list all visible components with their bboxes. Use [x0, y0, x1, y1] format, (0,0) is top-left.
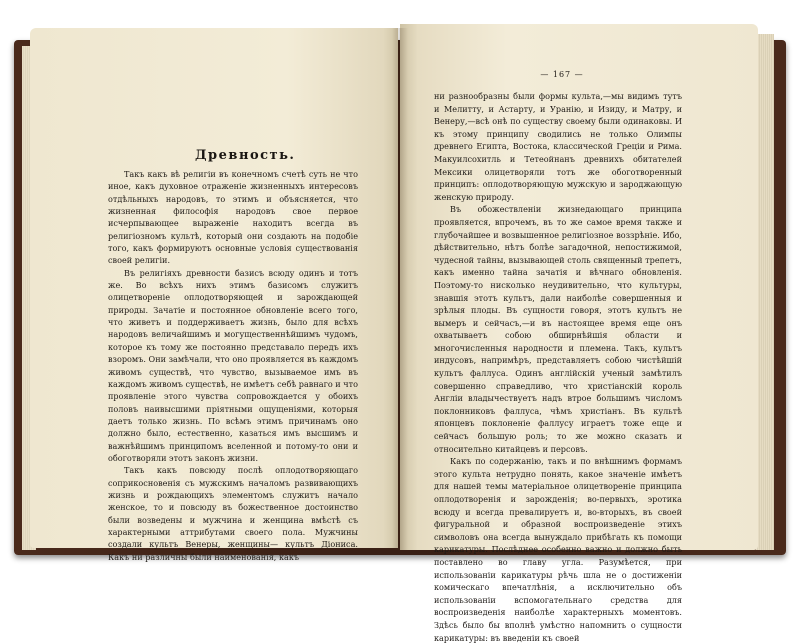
- right-page-edges: [756, 34, 774, 550]
- left-page-text: [108, 168, 358, 563]
- left-paragraph: Такъ какъ повсюду послѣ оплодотворяющаго соприкосновенія съ мужскимъ началомъ развивающихъ жизнь и рождающихъ элементомъ служитъ начало женское, то и повсюду въ божественное достоинство были возведены и мужчина и женщина вмѣстѣ съ характерными аттрибутами своего пола. Мужчины создали культъ Венеры, женщины— культъ Діониса. Какъ ни различны были наименованія, какъ: [108, 465, 358, 562]
- right-paragraph: ни разнообразны были формы культа,—мы видимъ тутъ и Мелитту, и Астарту, и Уранію, и Изиду, и Матру, и Венеру,—всѣ онѣ по существу своему были одинаковы. И къ этому принципу сводились не только Олимпы древнего Египта, Востока, классической Греціи и Рима. Макуилсохитль и Тетеойнанъ древнихъ обитателей Мексики олицетворяли тотъ же обоготворенный принципъ: оплодотворяющую мужскую и зароджающую женскую природу.: [434, 91, 682, 202]
- left-paragraph: Въ религіяхъ древности базисъ всюду одинъ и тотъ же. Во всѣхъ нихъ этимъ базисомъ служитъ олицетвореніе оплодотворяющей и зарождающей природы. Зачатіе и постоянное обновленіе всего того, что живетъ и поддерживаетъ жизнь, было для всѣхъ народовъ величайшимъ и могущественнѣйшимъ чудомъ, которое къ тому же постоянно представало передъ ихъ взоромъ. Они замѣчали, что оно проявляется въ каждомъ живомъ существѣ, что чувство, вызываемое имъ въ каждомъ живомъ существѣ, не имѣетъ себѣ равнаго и что проявленіе этого чувства сопровождается у обоихъ половъ наивысшими пріятными ощущеніями, которыя даетъ только жизнь. По всѣмъ этимъ причинамъ оно должно было, естественно, казаться имъ высшимъ и важнѣйшимъ принципомъ вселенной и потому-то они и обоготворяли этотъ законъ жизни.: [108, 267, 358, 463]
- left-paragraph: Такъ какъ вѣ религіи въ конечномъ счетѣ суть не что иное, какъ духовное отраженіе жизненныхъ интересовъ отдѣльныхъ народовъ, то этимъ и объясняется, что жизненная философія народовъ свое первое исчерпывающее выраженіе находитъ всегда въ религіозномъ культѣ, который они создають на подобіе того, какъ формируютъ основные условія существованія своей религіи.: [108, 169, 358, 266]
- right-page-text: [434, 90, 682, 644]
- book-gutter: [392, 28, 408, 550]
- right-paragraph: Какъ по содержанію, такъ и по внѣшнимъ формамъ этого культа нетрудно понять, какое значеніе имѣетъ для нашей темы матеріальное олицетвореніе принципа оплодотворенія и зарожденія; во-первыхъ, эротика всюду и всегда превалируетъ и, во-вторыхъ, въ своей фигуральной и образной воспроизведеніе этихъ символовъ она всегда вынуждало прибѣгать къ помощи карикатуры. Послѣднее особенно важно и должно быть поставлено во главу угла. Разумѣется, при использованіи карикатуры рѣчь шла не о достиженіи комическаго впечатлѣнія, а исключительно объ использованіи вспомогательнаго средства для воспроизведенія наиболѣе характерныхъ моментовъ. Здѣсь было бы вполнѣ умѣстно напомнить о сущности карикатуры: въ введеніи къ своей: [434, 456, 682, 643]
- chapter-title: Древность.: [195, 148, 296, 163]
- page-number: — 167 —: [540, 70, 584, 79]
- right-paragraph: Въ обожествленіи жизнедающаго принципа проявляется, впрочемъ, въ то же самое время также и глубочайшее и возвышенное религіозное воззрѣніе. Ибо, дѣйствительно, нѣтъ болѣе загадочной, непостижимой, чудесной тайны, вызывающей столь священный трепетъ, какъ именно тайна зачатія и вѣчнаго обновленія. Поэтому-то нисколько неудивительно, что культуры, знавшія этотъ культъ, дали наиболѣе совершенныя и зрѣлыя плоды. Въ сущности говоря, этотъ культъ не вымеръ и сейчасъ,—и въ настоящее время еще онъ охватываетъ собою обширнѣйшія области и многочисленныя народности и племена. Такъ, культъ индусовъ, напримѣръ, представляетъ собою чистѣйшій культъ фаллуса. Одинъ англійскій ученый замѣтилъ совершенно справедливо, что христіанскій король Англіи владычествуетъ надъ втрое большимъ числомъ поклонниковъ фаллуса, чѣмъ христіанъ. Въ культѣ японцевъ поклоненіе фаллусу играетъ тоже еще и сейчасъ большую роль; то же можно сказать и относительно китайцевъ и персовъ.: [434, 204, 682, 454]
